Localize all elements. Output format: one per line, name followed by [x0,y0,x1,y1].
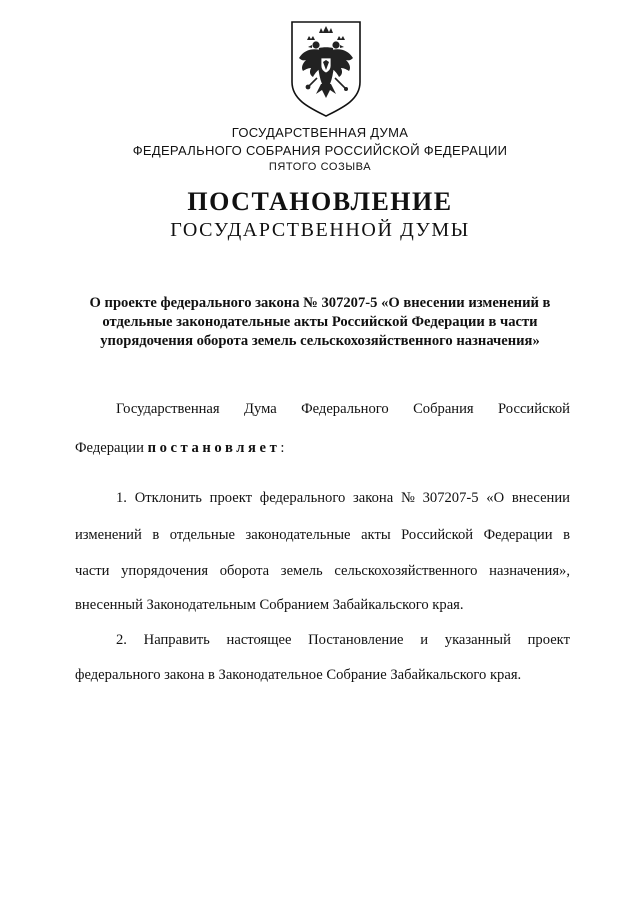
item-1-line: 1. Отклонить проект федерального закона № 307207-5 «О внесении [116,490,570,506]
subject-line: упорядочения оборота земель сельскохозяйственного назначения» [100,333,540,349]
item-2-word: проект [527,632,570,648]
item-1-line: внесенный Законодательным Собранием Забайкальского края. [75,597,464,613]
preamble-word: Федерального [301,401,389,417]
document-issuer-title: ГОСУДАРСТВЕННОЙ ДУМЫ [170,219,470,241]
item-2-word: Постановление [308,632,404,648]
org-name-line-2: ФЕДЕРАЛЬНОГО СОБРАНИЯ РОССИЙСКОЙ ФЕДЕРАЦИИ [132,143,508,158]
preamble-word: Российской [498,401,570,417]
item-2-word: и [420,632,429,648]
russian-coat-of-arms-icon [290,20,362,118]
item-2-word: Направить [143,632,210,648]
item-2-word: указанный [444,632,511,648]
preamble-word: Собрания [413,401,474,417]
document-subject [70,294,570,351]
preamble-colon: : [280,440,285,456]
preamble-line-1 [116,401,570,418]
preamble-text: Федерации [75,440,148,456]
subject-line: отдельные законодательные акты Российской Федерации в части [102,314,538,330]
item-1-line: части упорядочения оборота земель сельскохозяйственного назначения», [75,563,570,579]
convocation: ПЯТОГО СОЗЫВА [268,161,372,173]
item-2-word: настоящее [226,632,292,648]
subject-line: О проекте федерального закона № 307207-5 «О внесении изменений в [89,295,551,311]
org-name-line-1: ГОСУДАРСТВЕННАЯ ДУМА [231,125,409,140]
preamble-line-2 [75,440,284,457]
item-2-first-line [116,632,570,649]
item-1-line: изменений в отдельные законодательные акты Российской Федерации в [75,527,570,543]
document-type-title: ПОСТАНОВЛЕНИЕ [187,187,453,216]
item-2-word: 2. [116,632,127,648]
preamble-word: Государственная [116,401,220,417]
item-2-line: федерального закона в Законодательное Собрание Забайкальского края. [75,667,522,683]
decree-word: постановляет [147,440,281,456]
preamble-word: Дума [244,401,277,417]
